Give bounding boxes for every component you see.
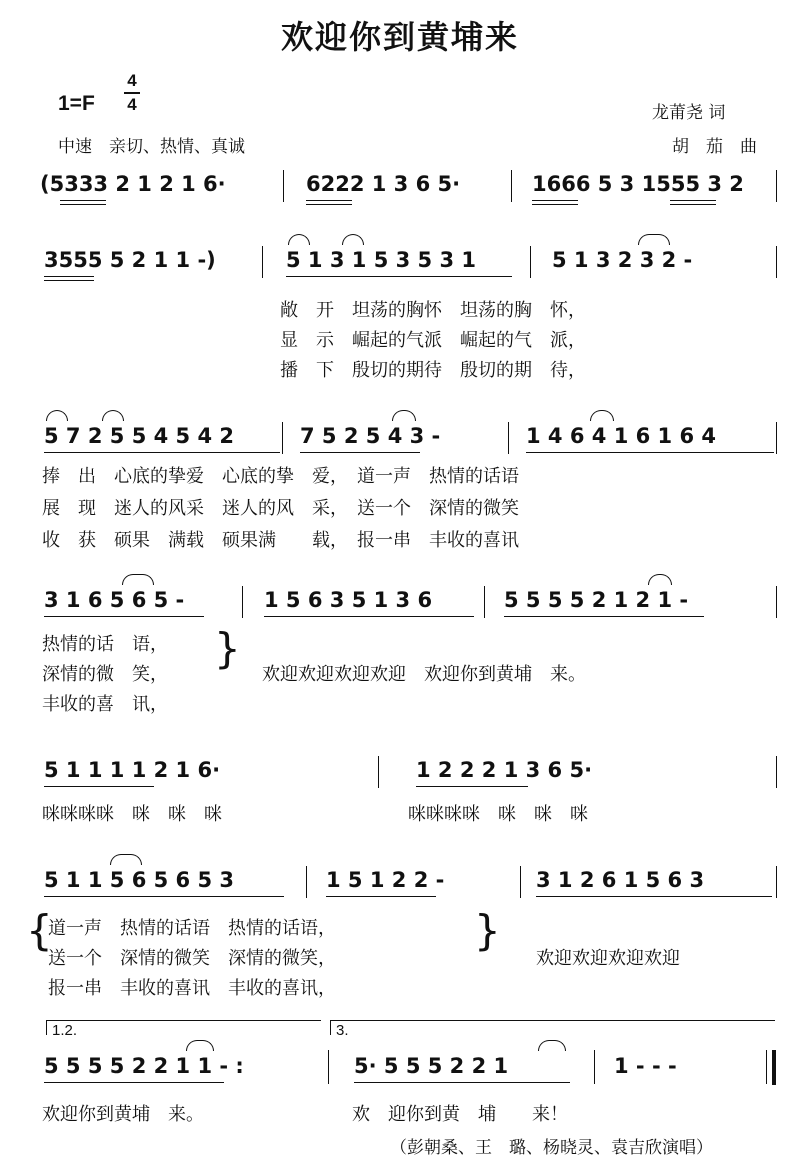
measure-notes: 5 5 5 5 2 1 2 1 - (504, 588, 689, 612)
volta-bracket-3 (330, 1020, 775, 1035)
lyric-verse-3: 收 获 硕果 满载 硕果满 载， 报一串 丰收的喜讯 (42, 530, 519, 551)
lyric-verse-1: 道一声 热情的话语 热情的话语， (48, 918, 336, 939)
beam-line (264, 616, 474, 617)
song-title: 欢迎你到黄埔来 (280, 18, 519, 56)
beam-line (286, 276, 512, 277)
barline (328, 1050, 329, 1084)
measure-notes: 1 5 6 3 5 1 3 6 (264, 588, 433, 612)
beam-line (44, 896, 284, 897)
time-signature-bottom: 4 (127, 95, 137, 114)
time-signature-top: 4 (127, 71, 137, 90)
lyric-verse-2: 显 示 崛起的气派 崛起的气 派， (280, 330, 586, 351)
measure-notes: 3 1 6 5 6 5 - (44, 588, 185, 612)
barline (776, 422, 777, 454)
slur (342, 234, 364, 245)
slur (102, 410, 124, 421)
beam-line (44, 786, 154, 787)
final-barline-thick (772, 1050, 776, 1085)
lyric-verse-2: 展 现 迷人的风采 迷人的风 采， 送一个 深情的微笑 (42, 498, 519, 519)
lyric-verse-1: 敞 开 坦荡的胸怀 坦荡的胸 怀， (280, 300, 586, 321)
lyric-verse-3: 丰收的喜 讯， (42, 694, 168, 715)
lyric-verse-2: 送一个 深情的微笑 深情的微笑， (48, 948, 336, 969)
lyric-vocalise: 咪咪咪咪 咪 咪 咪 (408, 804, 588, 825)
brace: } (474, 906, 501, 955)
measure-notes: (5333 2 1 2 1 6· (40, 172, 226, 196)
measure-notes: 5 1 3 2 3 2 - (552, 248, 693, 272)
slur (538, 1040, 566, 1051)
volta-label: 1.2. (52, 1022, 78, 1039)
beam-line (44, 616, 204, 617)
final-barline-thin (766, 1050, 767, 1084)
lyric-verse-1: 热情的话 语， (42, 634, 168, 655)
measure-notes: 3555 5 2 1 1 -) (44, 248, 216, 272)
barline (242, 586, 243, 618)
beam-line (416, 786, 528, 787)
measure-notes: 5 5 5 5 2 2 1 1 - : (44, 1054, 244, 1078)
beam-line (536, 896, 772, 897)
measure-notes: 5 7 2 5 5 4 5 4 2 (44, 424, 234, 448)
chorus-lyric: 欢迎欢迎欢迎欢迎 (536, 948, 680, 969)
lyric-verse-2: 深情的微 笑， (42, 664, 168, 685)
measure-notes: 5 1 3 1 5 3 5 3 1 (286, 248, 476, 272)
measure-notes: 1 2 2 2 1 3 6 5· (416, 758, 593, 782)
brace: { (26, 906, 53, 955)
measure-notes: 5· 5 5 5 2 2 1 (354, 1054, 509, 1078)
measure-notes: 1 5 1 2 2 - (326, 868, 445, 892)
composer-credit: 胡 茄 曲 (672, 137, 757, 157)
beam-line (526, 452, 774, 453)
performers-credit: （彭朝桑、王 璐、杨晓灵、袁吉欣演唱） (390, 1138, 713, 1158)
barline (530, 246, 531, 278)
barline (511, 170, 512, 202)
slur (186, 1040, 214, 1051)
volta-bracket-1-2 (46, 1020, 321, 1035)
slur (122, 574, 154, 585)
beam-line (532, 204, 578, 205)
barline (776, 586, 777, 618)
measure-notes: 1666 5 3 1555 3 2 (532, 172, 744, 196)
beam-line (306, 204, 352, 205)
barline (594, 1050, 595, 1084)
lyric-verse-1: 捧 出 心底的挚爱 心底的挚 爱， 道一声 热情的话语 (42, 466, 519, 487)
measure-notes: 6222 1 3 6 5· (306, 172, 461, 196)
lyric-verse-3: 报一串 丰收的喜讯 丰收的喜讯， (48, 978, 336, 999)
barline (283, 170, 284, 202)
lyric-ending-1-2: 欢迎你到黄埔 来。 (42, 1104, 204, 1125)
beam-line (670, 204, 716, 205)
barline (484, 586, 485, 618)
beam-line (306, 200, 352, 201)
barline (776, 170, 777, 202)
time-signature (124, 72, 140, 114)
barline (520, 866, 521, 898)
beam-line (44, 276, 94, 277)
lyricist-credit: 龙莆尧 词 (652, 103, 726, 123)
slur (288, 234, 310, 245)
beam-line (300, 452, 420, 453)
barline (776, 246, 777, 278)
measure-notes: 1 4 6 4 1 6 1 6 4 (526, 424, 716, 448)
measure-notes: 1 - - - (614, 1054, 677, 1078)
beam-line (670, 200, 716, 201)
slur (110, 854, 142, 865)
barline (378, 756, 379, 788)
slur (638, 234, 670, 245)
beam-line (504, 616, 704, 617)
beam-line (44, 1082, 224, 1083)
beam-line (354, 1082, 570, 1083)
lyric-ending-3: 欢 迎你到黄 埔 来！ (352, 1104, 568, 1125)
barline (776, 866, 777, 898)
time-signature-divider (124, 92, 140, 94)
lyric-vocalise: 咪咪咪咪 咪 咪 咪 (42, 804, 222, 825)
measure-notes: 5 1 1 1 1 2 1 6· (44, 758, 221, 782)
tempo-marking: 中速 亲切、热情、真诚 (58, 137, 245, 157)
beam-line (326, 896, 436, 897)
beam-line (44, 280, 94, 281)
slur (46, 410, 68, 421)
barline (508, 422, 509, 454)
measure-notes: 7 5 2 5 4 3 - (300, 424, 441, 448)
chorus-lyric: 欢迎欢迎欢迎欢迎 欢迎你到黄埔 来。 (262, 664, 586, 685)
beam-line (60, 204, 106, 205)
key-signature: 1=F (58, 92, 95, 115)
slur (392, 410, 416, 421)
slur (648, 574, 672, 585)
measure-notes: 3 1 2 6 1 5 6 3 (536, 868, 705, 892)
barline (262, 246, 263, 278)
barline (776, 756, 777, 788)
beam-line (60, 200, 106, 201)
beam-line (532, 200, 578, 201)
brace: } (214, 624, 241, 673)
barline (306, 866, 307, 898)
lyric-verse-3: 播 下 殷切的期待 殷切的期 待， (280, 360, 586, 381)
volta-label: 3. (336, 1022, 349, 1039)
measure-notes: 5 1 1 5 6 5 6 5 3 (44, 868, 234, 892)
beam-line (44, 452, 280, 453)
slur (590, 410, 614, 421)
barline (282, 422, 283, 454)
